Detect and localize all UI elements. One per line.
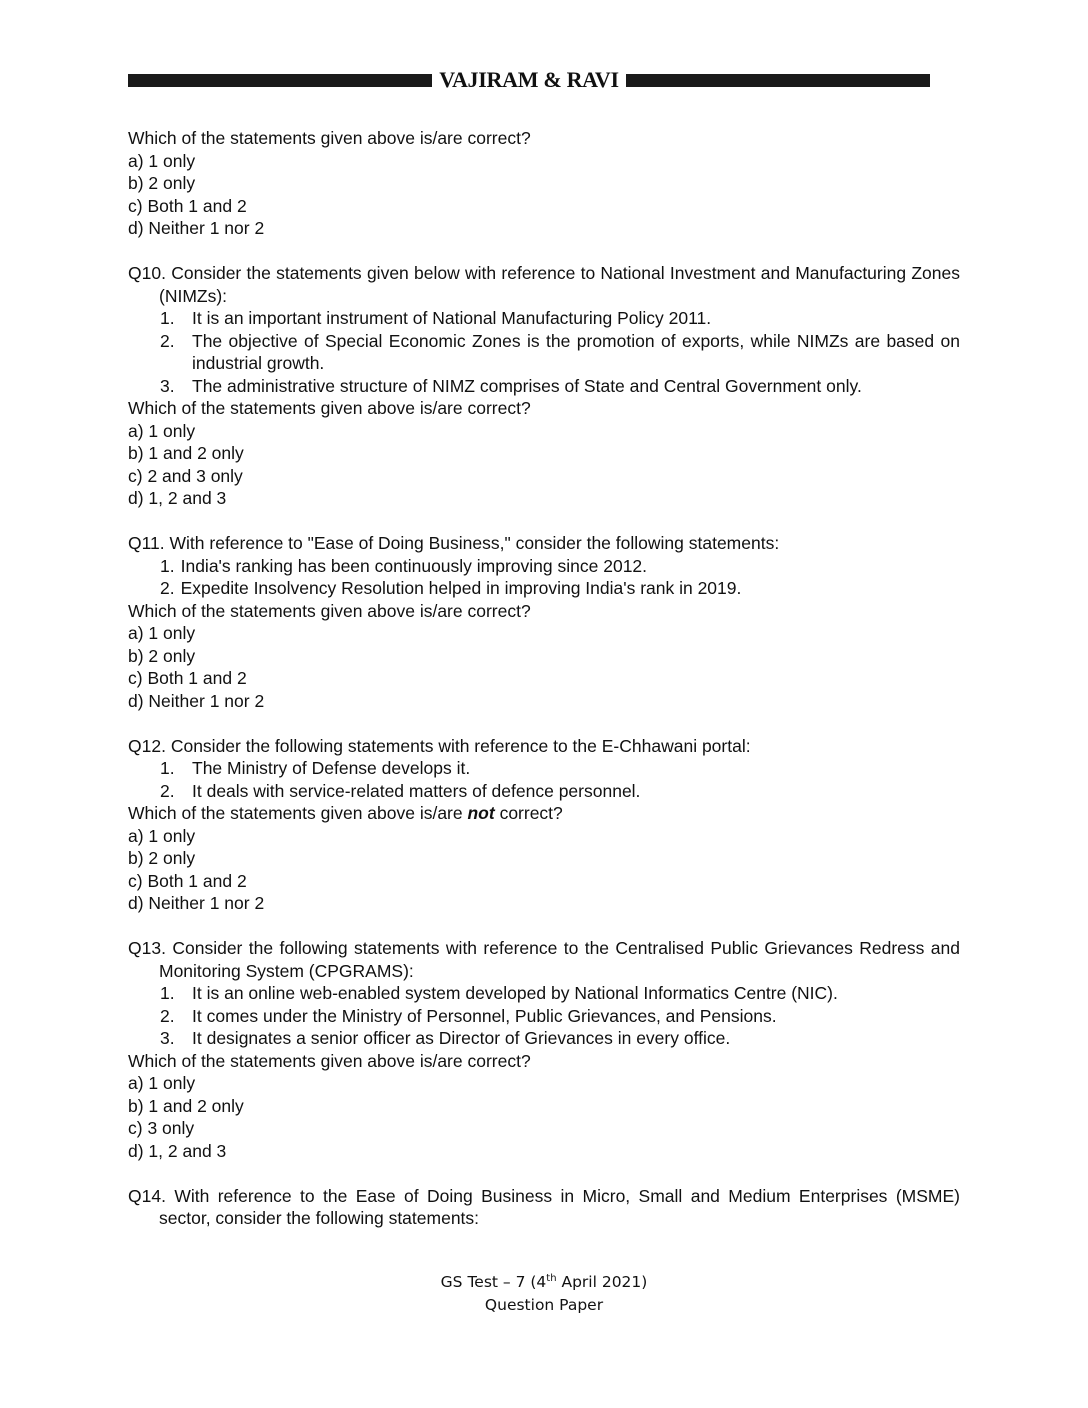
question-number: Q10. [128, 263, 166, 283]
option-b: b) 1 and 2 only [128, 443, 244, 463]
statement-1 [128, 307, 960, 330]
statement-number: 1. [160, 555, 175, 576]
question-q10 [128, 262, 960, 510]
statement-text: The administrative structure of NIMZ comprises of State and Central Government only. [192, 375, 862, 396]
header-bar-right [626, 74, 930, 87]
statement-number: 1. [160, 983, 175, 1003]
statement-number: 2. [160, 780, 175, 801]
question-number: Q14. [128, 1185, 166, 1206]
statement-2 [128, 780, 960, 803]
question-q11 [128, 532, 960, 712]
statement-number: 3. [160, 375, 175, 396]
question-q12 [128, 735, 960, 915]
question-number: Q11. [128, 533, 165, 553]
question-q14 [128, 1185, 960, 1230]
question-continuation [128, 127, 960, 240]
statement-text: It designates a senior officer as Director of Grievances in every office. [192, 1028, 731, 1048]
question-stem-text: With reference to "Ease of Doing Business," consider the following statements: [169, 533, 780, 553]
paper-subtitle: Question Paper [484, 1296, 604, 1314]
question-stem-text: Consider the following statements with reference to the E-Chhawani portal: [170, 735, 751, 756]
statement-text: The Ministry of Defense develops it. [192, 758, 471, 778]
statement-number: 2. [160, 330, 175, 351]
statement-number: 3. [160, 1028, 175, 1048]
option-c: c) Both 1 and 2 [128, 668, 247, 688]
option-b: b) 2 only [128, 848, 196, 868]
statement-2 [128, 1005, 960, 1028]
question-number: Q13. [128, 938, 166, 958]
option-b: b) 2 only [128, 645, 196, 666]
question-stem [128, 937, 960, 982]
brand-title: VAJIRAM & RAVI [439, 67, 619, 92]
option-a: a) 1 only [128, 420, 196, 441]
statement-number: 2. [160, 1005, 175, 1026]
question-q13 [128, 937, 960, 1162]
statement-3 [128, 1027, 960, 1050]
test-title-prefix: GS Test – 7 (4 [440, 1273, 547, 1291]
option-d: d) Neither 1 nor 2 [128, 690, 265, 711]
option-c: c) 2 and 3 only [128, 465, 243, 486]
question-stem [128, 262, 960, 307]
option-d: d) 1, 2 and 3 [128, 1140, 227, 1161]
option-b: b) 2 only [128, 173, 196, 193]
question-prompt: Which of the statements given above is/are correct? [128, 1050, 531, 1071]
question-prompt: Which of the statements given above is/are correct? [128, 600, 531, 621]
statement-1 [128, 555, 960, 578]
option-d: d) 1, 2 and 3 [128, 488, 227, 508]
statement-2 [128, 577, 960, 600]
option-a: a) 1 only [128, 150, 196, 171]
statement-number: 1. [160, 308, 175, 328]
question-prompt [128, 802, 960, 825]
statement-text: It is an online web-enabled system developed by National Informatics Centre (NIC). [192, 983, 838, 1003]
option-d: d) Neither 1 nor 2 [128, 893, 265, 913]
statement-text: It comes under the Ministry of Personnel, Public Grievances, and Pensions. [192, 1005, 777, 1026]
prompt-emphasis: not [467, 803, 495, 823]
statement-1 [128, 982, 960, 1005]
question-stem [128, 735, 960, 758]
option-a: a) 1 only [128, 623, 196, 643]
question-prompt: Which of the statements given above is/are correct? [128, 398, 531, 418]
statement-text: Expedite Insolvency Resolution helped in improving India's rank in 2019. [180, 578, 742, 598]
prompt-text-before: Which of the statements given above is/are [128, 803, 468, 823]
test-title [0, 1271, 1088, 1294]
statement-1 [128, 757, 960, 780]
question-stem [128, 532, 960, 555]
statement-text: It deals with service-related matters of defence personnel. [192, 780, 641, 801]
statement-3 [128, 375, 960, 398]
statement-text: It is an important instrument of National Manufacturing Policy 2011. [192, 308, 712, 328]
question-prompt: Which of the statements given above is/are correct? [128, 128, 531, 148]
question-stem-text: With reference to the Ease of Doing Business in Micro, Small and Medium Enterprises (MSME) sector, consider the following statements: [159, 1185, 960, 1228]
option-c: c) Both 1 and 2 [128, 870, 247, 891]
statement-text: The objective of Special Economic Zones is the promotion of exports, while NIMZs are based on industrial growth. [192, 330, 960, 373]
statement-number: 2. [160, 578, 175, 598]
header-bar-left [128, 74, 432, 87]
test-title-superscript: th [546, 1272, 557, 1284]
prompt-text-after: correct? [494, 803, 563, 823]
option-a: a) 1 only [128, 1073, 196, 1093]
option-c: c) Both 1 and 2 [128, 195, 247, 216]
question-number: Q12. [128, 735, 166, 756]
option-b: b) 1 and 2 only [128, 1095, 244, 1116]
option-c: c) 3 only [128, 1118, 195, 1138]
statement-2 [128, 330, 960, 375]
page-footer [0, 1271, 1088, 1317]
question-paper-body [128, 127, 960, 1230]
question-stem [128, 1185, 960, 1230]
question-stem-text: Consider the following statements with reference to the Centralised Public Grievances Redress and Monitoring System (CPGRAMS): [159, 938, 960, 981]
option-a: a) 1 only [128, 825, 196, 846]
statement-number: 1. [160, 758, 175, 778]
option-d: d) Neither 1 nor 2 [128, 218, 265, 238]
statement-text: India's ranking has been continuously improving since 2012. [180, 555, 648, 576]
test-title-suffix: April 2021) [556, 1273, 648, 1291]
question-stem-text: Consider the statements given below with reference to National Investment and Manufacturing Zones (NIMZs): [159, 263, 960, 306]
page-header [128, 67, 930, 92]
